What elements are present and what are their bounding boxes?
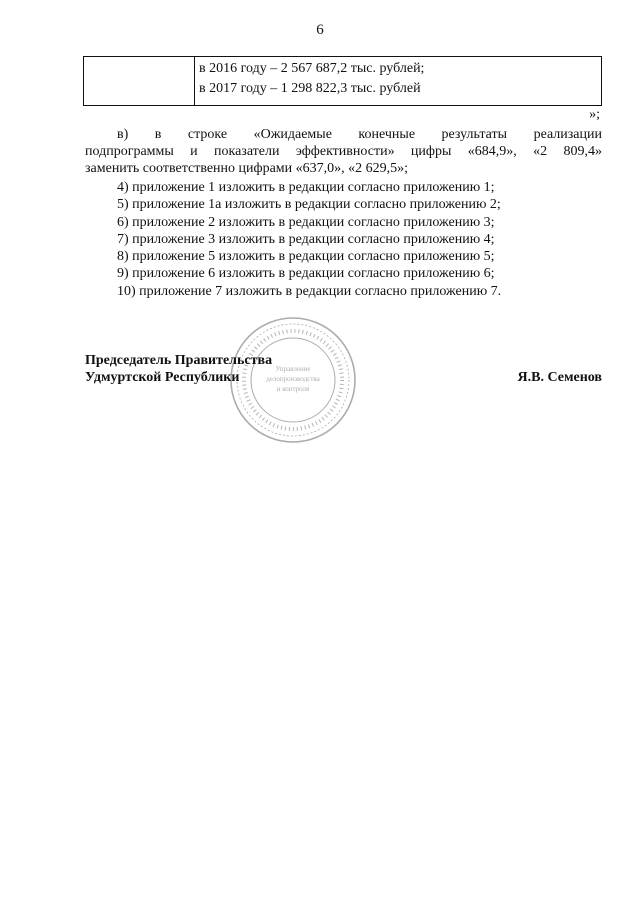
stamp-text-line-2: делопроизводства: [266, 375, 320, 383]
paragraph-c-line-3: заменить соответственно цифрами «637,0», «2 629,5»;: [85, 161, 409, 177]
paragraph-c-line-1: в) в строке «Ожидаемые конечные результаты реализации: [117, 127, 602, 142]
signatory-name: Я.В. Семенов: [517, 370, 602, 385]
paragraph-c-line-2: подпрограммы и показатели эффективности» цифры «684,9», «2 809,4»: [85, 144, 602, 160]
list-item: 7) приложение 3 изложить в редакции согласно приложению 4;: [117, 231, 495, 247]
list-item: 8) приложение 5 изложить в редакции согласно приложению 5;: [117, 249, 495, 265]
budget-table: [83, 56, 602, 106]
table-values-cell: [195, 57, 601, 105]
table-row-2017: в 2017 году – 1 298 822,3 тыс. рублей: [199, 81, 421, 96]
page-number: 6: [316, 22, 324, 38]
stamp-text-line-1: Управление: [275, 365, 311, 373]
list-item: 4) приложение 1 изложить в редакции согласно приложению 1;: [117, 180, 495, 195]
signatory-title: [85, 352, 272, 386]
stamp-text-line-3: и контроля: [276, 385, 310, 393]
list-item: 10) приложение 7 изложить в редакции согласно приложению 7.: [117, 283, 502, 299]
signatory-title-line-2: Удмуртской Республики: [85, 370, 240, 385]
signatory-title-line-1: Председатель Правительства: [85, 353, 273, 368]
table-empty-cell: [84, 57, 195, 105]
list-item: 6) приложение 2 изложить в редакции согласно приложению 3;: [117, 214, 495, 230]
table-row-2016: в 2016 году – 2 567 687,2 тыс. рублей;: [199, 61, 425, 76]
paragraph-c: [85, 126, 602, 178]
amendment-list: [117, 179, 501, 300]
closing-quote: »;: [589, 107, 600, 122]
list-item: 9) приложение 6 изложить в редакции согласно приложению 6;: [117, 266, 495, 282]
list-item: 5) приложение 1а изложить в редакции согласно приложению 2;: [117, 197, 501, 213]
